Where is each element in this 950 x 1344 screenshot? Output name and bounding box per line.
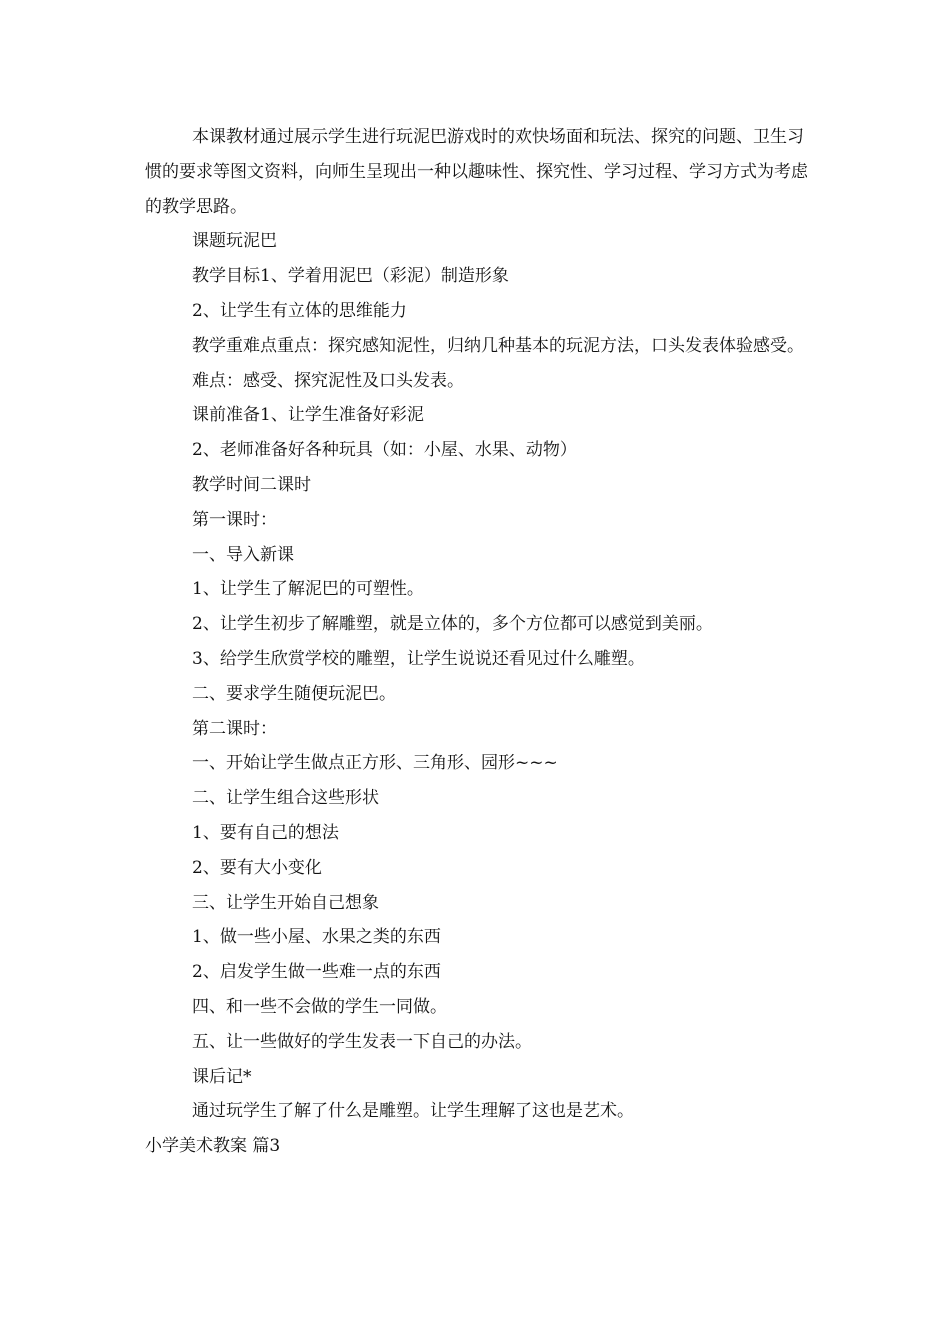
paragraph-l2-step-1: 一、开始让学生做点正方形、三角形、园形~~~ xyxy=(192,753,558,774)
paragraph-topic: 课题玩泥巴 xyxy=(192,231,277,252)
paragraph-l2-step-2-1: 1、要有自己的想法 xyxy=(192,822,339,843)
paragraph-l2-step-3-1: 1、做一些小屋、水果之类的东西 xyxy=(192,927,441,948)
paragraph-key-points: 教学重难点重点：探究感知泥性，归纳几种基本的玩泥方法，口头发表体验感受。 xyxy=(192,335,804,356)
paragraph-goal-2: 2、让学生有立体的思维能力 xyxy=(192,300,407,321)
paragraph-l1-step-1: 一、导入新课 xyxy=(192,544,294,565)
paragraph-prep-2: 2、老师准备好各种玩具（如：小屋、水果、动物） xyxy=(192,440,577,461)
paragraph-afterword-label: 课后记* xyxy=(192,1066,252,1087)
paragraph-l2-step-3: 三、让学生开始自己想象 xyxy=(192,892,379,913)
paragraph-l2-step-2-2: 2、要有大小变化 xyxy=(192,857,322,878)
paragraph-l1-step-1-2: 2、让学生初步了解雕塑，就是立体的，多个方位都可以感觉到美丽。 xyxy=(192,614,713,635)
paragraph-time: 教学时间二课时 xyxy=(192,474,311,495)
document-body xyxy=(145,120,810,1164)
paragraph-l2-step-4: 四、和一些不会做的学生一同做。 xyxy=(192,996,447,1017)
paragraph-l1-step-1-1: 1、让学生了解泥巴的可塑性。 xyxy=(192,579,424,600)
paragraph-afterword: 通过玩学生了解了什么是雕塑。让学生理解了这也是艺术。 xyxy=(192,1101,634,1122)
paragraph-l2-step-5: 五、让一些做好的学生发表一下自己的办法。 xyxy=(192,1031,532,1052)
paragraph-lesson-1: 第一课时： xyxy=(192,509,277,530)
paragraph-difficulties: 难点：感受、探究泥性及口头发表。 xyxy=(192,370,464,391)
section-heading: 小学美术教案 篇3 xyxy=(145,1136,281,1157)
paragraph-l1-step-2: 二、要求学生随便玩泥巴。 xyxy=(192,683,396,704)
paragraph-l2-step-2: 二、让学生组合这些形状 xyxy=(192,788,379,809)
paragraph-lesson-2: 第二课时： xyxy=(192,718,277,739)
paragraph-l2-step-3-2: 2、启发学生做一些难一点的东西 xyxy=(192,962,441,983)
paragraph-intro: 本课教材通过展示学生进行玩泥巴游戏时的欢快场面和玩法、探究的问题、卫生习惯的要求等图文资料，向师生呈现出一种以趣味性、探究性、学习过程、学习方式为考虑的教学思路。 xyxy=(145,127,808,217)
paragraph-l1-step-1-3: 3、给学生欣赏学校的雕塑，让学生说说还看见过什么雕塑。 xyxy=(192,648,645,669)
paragraph-goal-1: 教学目标1、学着用泥巴（彩泥）制造形象 xyxy=(192,266,509,287)
paragraph-prep-1: 课前准备1、让学生准备好彩泥 xyxy=(192,405,424,426)
